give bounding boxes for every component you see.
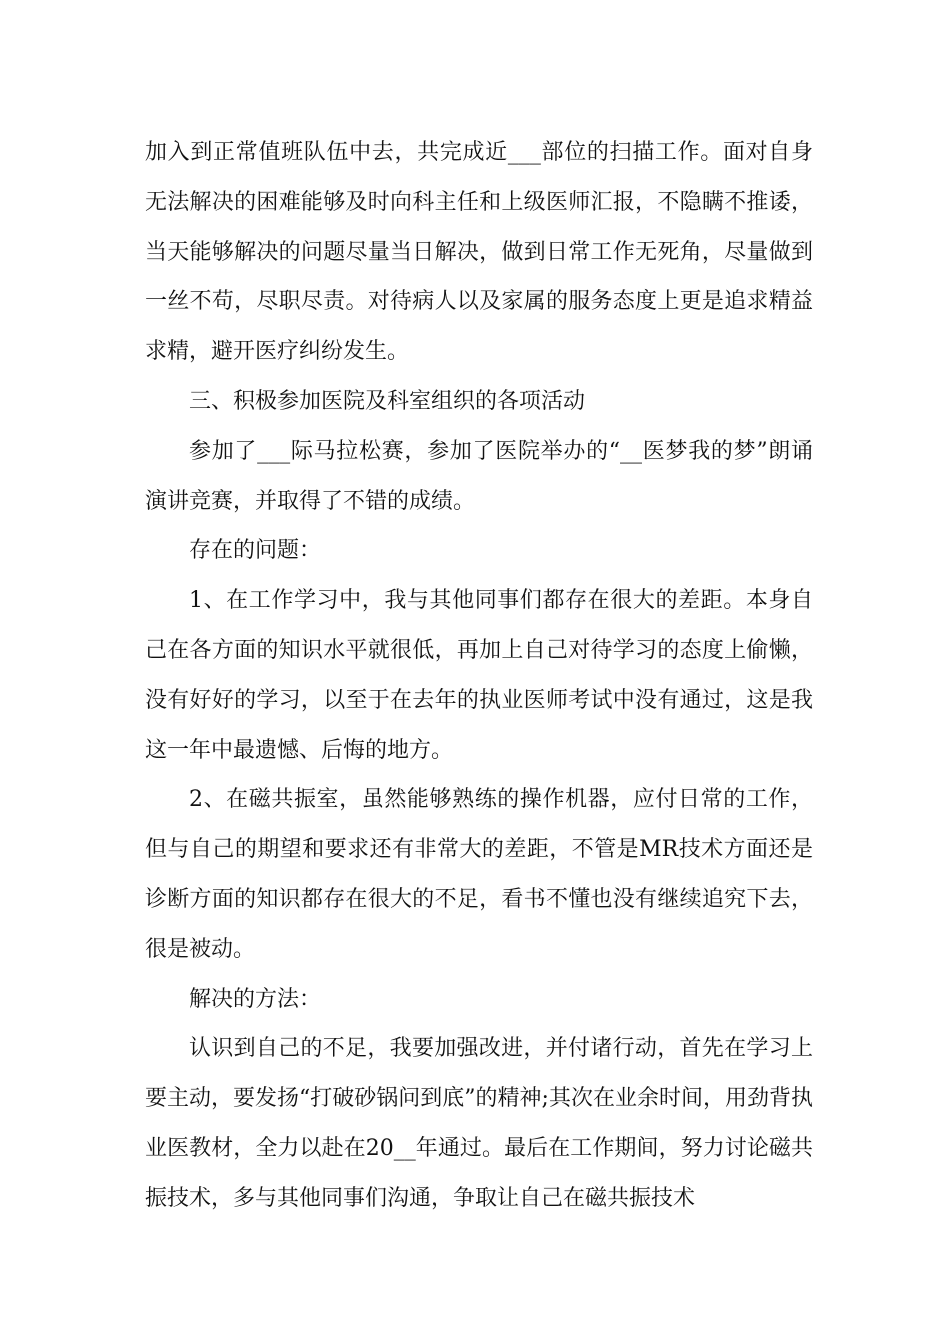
paragraph-solutions: 认识到自己的不足，我要加强改进，并付诸行动，首先在学习上要主动，要发扬“打破砂锅问到底”的精神;其次在业余时间，用劲背执业医教材，全力以赴在20__年通过。最后在工作期间，努力讨论磁共振技术，多与其他同事们沟通，争取让自己在磁共振技术	[145, 1036, 813, 1211]
section-heading-problems: 存在的问题：	[189, 538, 322, 564]
paragraph-continuation: 加入到正常值班队伍中去，共完成近___部位的扫描工作。面对自身无法解决的困难能够及时向科主任和上级医师汇报，不隐瞒不推诿，当天能够解决的问题尽量当日解决，做到日常工作无死角，尽量做到一丝不苟，尽职尽责。对待病人以及家属的服务态度上更是追求精益求精，避开医疗纠纷发生。	[145, 140, 813, 365]
section-heading-solutions: 解决的方法：	[189, 986, 322, 1012]
paragraph-problem-2: 2、在磁共振室，虽然能够熟练的操作机器，应付日常的工作，但与自己的期望和要求还有非常大的差距，不管是MR技术方面还是诊断方面的知识都存在很大的不足，看书不懂也没有继续追究下去，很是被动。	[145, 787, 813, 962]
document-body	[145, 128, 813, 1224]
paragraph-activities: 参加了___际马拉松赛，参加了医院举办的“__医梦我的梦”朗诵演讲竞赛，并取得了不错的成绩。	[145, 438, 813, 514]
paragraph-problem-1: 1、在工作学习中，我与其他同事们都存在很大的差距。本身自己在各方面的知识水平就很低，再加上自己对待学习的态度上偷懒，没有好好的学习，以至于在去年的执业医师考试中没有通过，这是我这一年中最遗憾、后悔的地方。	[145, 588, 813, 763]
section-heading-activities: 三、积极参加医院及科室组织的各项活动	[189, 388, 586, 414]
